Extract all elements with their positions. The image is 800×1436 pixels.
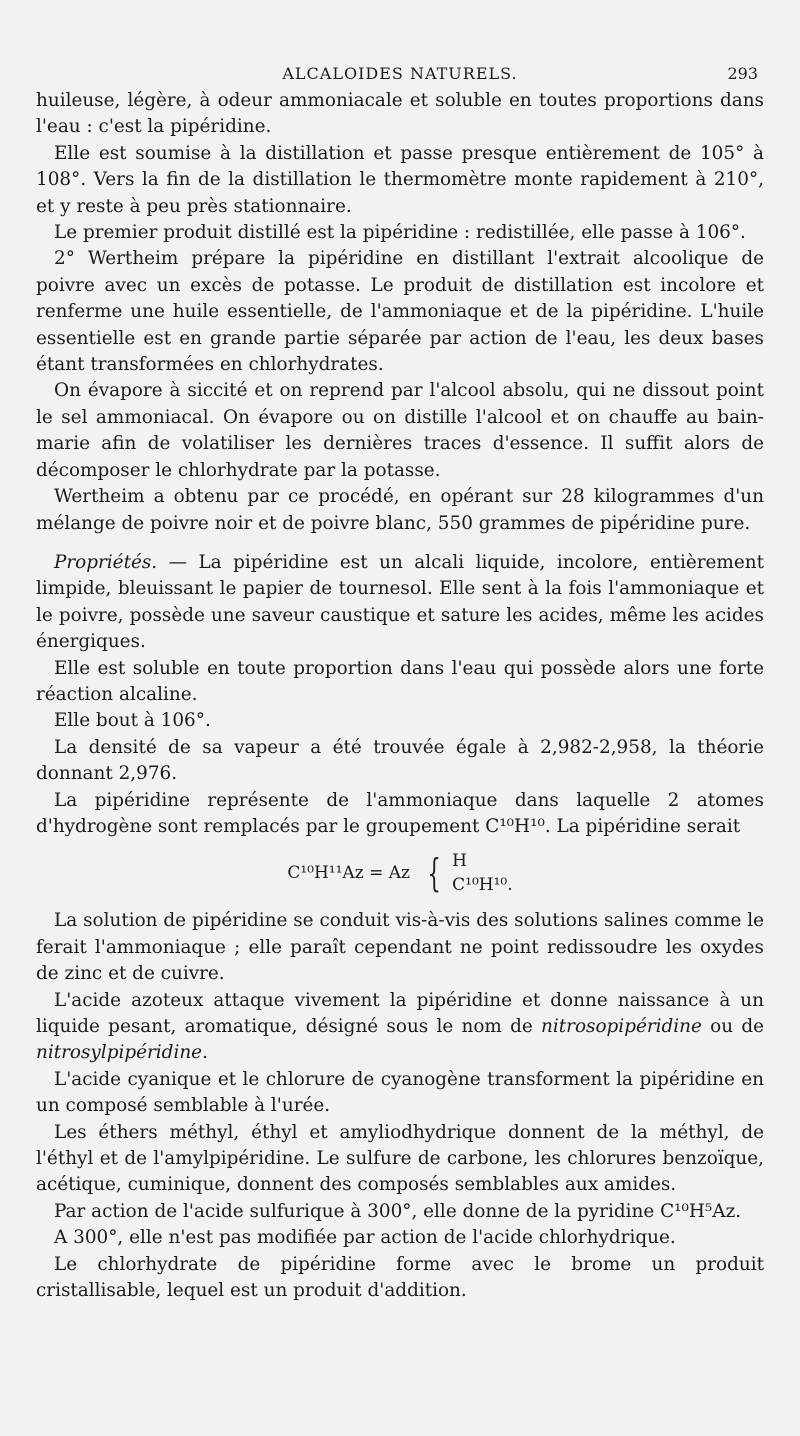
term-nitrosopiperidine: nitrosopipéridine	[541, 1016, 702, 1037]
paragraph: Les éthers méthyl, éthyl et amyliodhydrique donnent de la méthyl, de l'éthyl et de l'amylpipéridine. Le sulfure de carbone, les chlorures benzoïque, acétique, cuminique, donnent des composés semblables aux amides.	[36, 1121, 764, 1196]
paragraph: La solution de pipéridine se conduit vis-à-vis des solutions salines comme le ferait l'ammoniaque ; elle paraît cependant ne point redissoudre les oxydes de zinc et de cuivre.	[36, 910, 764, 985]
formula-lhs: C¹⁰H¹¹Az = Az	[287, 863, 410, 884]
term-nitrosylpiperidine: nitrosylpipéridine	[36, 1042, 203, 1064]
paragraph: Elle est soluble en toute proportion dans l'eau qui possède alors une forte réaction alcaline.	[36, 657, 764, 705]
formula-top: H	[452, 851, 467, 872]
paragraph: Le premier produit distillé est la pipéridine : redistillée, elle passe à 106°.	[54, 222, 746, 244]
chemical-formula	[36, 842, 764, 904]
paragraph-text: — La pipéridine est un alcali liquide, incolore, entièrement limpide, bleuissant le papier de tournesol. Elle sent à la fois l'ammoniaque et le poivre, possède une saveur caustique et sature les acides, même les acides énergiques.	[36, 551, 764, 653]
paragraph: Le chlorhydrate de pipéridine forme avec le brome un produit cristallisable, lequel est un produit d'addition.	[36, 1253, 764, 1302]
formula-brace: {	[427, 851, 441, 896]
paragraph: On évapore à siccité et on reprend par l'alcool absolu, qui ne dissout point le sel ammoniacal. On évapore ou on distille l'alcool et on chauffe au bain-marie afin de volatiliser les dernières traces d'essence. Il suffit alors de décomposer le chlorhydrate par la potasse.	[36, 380, 764, 481]
paragraph-text: .	[202, 1042, 208, 1064]
paragraph-text: ou de	[701, 1016, 765, 1037]
formula-stack	[452, 849, 513, 897]
paragraph: Par action de l'acide sulfurique à 300°, elle donne de la pyridine C¹⁰H⁵Az.	[54, 1200, 742, 1222]
running-head	[36, 58, 764, 88]
paragraph: L'acide cyanique et le chlorure de cyanogène transforment la pipéridine en un composé semblable à l'urée.	[36, 1068, 764, 1117]
paragraph-nitroso	[36, 988, 764, 1067]
paragraph-properties	[36, 550, 764, 656]
body-text	[36, 88, 764, 1304]
paragraph: 2° Wertheim prépare la pipéridine en distillant l'extrait alcoolique de poivre avec un excès de potasse. Le produit de distillation est incolore et renferme une huile essentielle, de l'ammoniaque et de la pipéridine. L'huile essentielle est en grande partie séparée par action de l'eau, les deux bases étant transformées en chlorhydrates.	[36, 248, 764, 376]
paragraph: huileuse, légère, à odeur ammoniacale et soluble en toutes proportions dans l'eau : c'est la pipéridine.	[36, 90, 764, 138]
section-label: Propriétés.	[54, 551, 158, 573]
paragraph: A 300°, elle n'est pas modifiée par action de l'acide chlorhydrique.	[54, 1227, 676, 1249]
page-number: 293	[727, 64, 758, 83]
formula-bottom: C¹⁰H¹⁰.	[452, 875, 513, 896]
paragraph: Wertheim a obtenu par ce procédé, en opérant sur 28 kilogrammes d'un mélange de poivre noir et de poivre blanc, 550 grammes de pipéridine pure.	[36, 486, 764, 534]
paragraph: La densité de sa vapeur a été trouvée égale à 2,982-2,958, la théorie donnant 2,976.	[36, 736, 764, 785]
paragraph: Elle bout à 106°.	[54, 710, 211, 732]
paragraph-text: L'acide azoteux attaque vivement la pipéridine et donne naissance à un liquide pesant, aromatique, désigné sous le nom de	[36, 989, 764, 1037]
running-title: ALCALOIDES NATURELS.	[282, 64, 518, 83]
paragraph: Elle est soumise à la distillation et passe presque entièrement de 105° à 108°. Vers la fin de la distillation le thermomètre monte rapidement à 210°, et y reste à peu près stationnaire.	[36, 142, 764, 217]
paragraph: La pipéridine représente de l'ammoniaque dans laquelle 2 atomes d'hydrogène sont remplacés par le groupement C¹⁰H¹⁰. La pipéridine serait	[36, 789, 764, 837]
